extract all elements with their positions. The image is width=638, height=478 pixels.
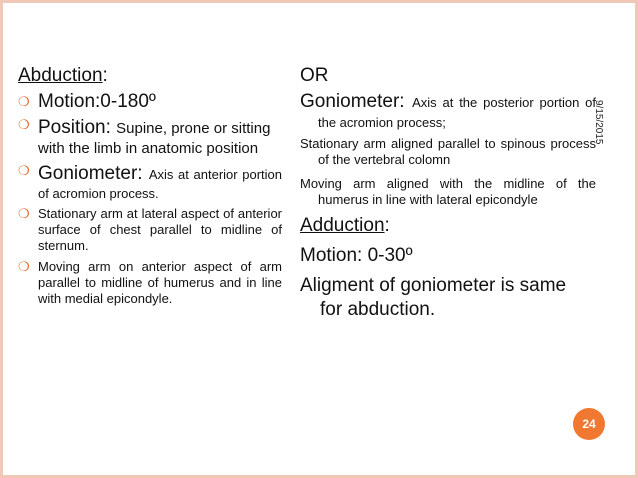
bullet-stationary-arm-text: Stationary arm at lateral aspect of anterior surface of chest parallel to midline of sternum. (38, 206, 282, 253)
right-moving-arm: Moving arm aligned with the midline of the humerus in line with lateral epicondyle (300, 176, 596, 207)
right-column (300, 64, 596, 324)
page-number-badge: 24 (573, 408, 605, 440)
abduction-title: Abduction (18, 65, 103, 86)
left-column (18, 64, 282, 307)
right-goniometer-lead: Goniometer: (300, 91, 413, 112)
bullet-icon: ❍ (18, 94, 30, 109)
right-goniometer (300, 90, 596, 132)
abduction-heading (18, 64, 282, 88)
bullet-motion-text: Motion:0-180º (38, 91, 156, 112)
bullet-goniometer-lead: Goniometer: (38, 163, 149, 184)
adduction-alignment: Aligment of goniometer is same for abduction. (300, 275, 567, 320)
bullet-position-text: Supine, prone or sitting with the limb in anatomic position (38, 120, 271, 157)
adduction-heading (300, 214, 596, 238)
bullet-icon: ❍ (18, 117, 30, 132)
adduction-title: Adduction (300, 215, 385, 236)
bullet-moving-arm-text: Moving arm on anterior aspect of arm parallel to midline of humerus and in line with medial epicondyle. (38, 259, 282, 306)
bullet-icon: ❍ (18, 259, 30, 274)
bullet-moving-arm (18, 259, 282, 307)
right-goniometer-text: Axis at the posterior portion of the acromion process; (318, 95, 597, 130)
bullet-position-lead: Position: (38, 117, 117, 138)
bullet-stationary-arm (18, 206, 282, 254)
bullet-icon: ❍ (18, 206, 30, 221)
bullet-goniometer-text: Axis at anterior portion of acromion process. (38, 167, 282, 201)
right-stationary-arm: Stationary arm aligned parallel to spinous process of the vertebral colomn (300, 136, 596, 167)
bullet-goniometer (18, 162, 282, 202)
bullet-icon: ❍ (18, 163, 30, 178)
adduction-colon: : (384, 215, 390, 236)
abduction-colon: : (102, 65, 108, 86)
bullet-motion (18, 90, 282, 113)
bullet-position (18, 116, 282, 158)
or-heading: OR (300, 65, 329, 86)
slide-date: 9/15/2015 (593, 100, 604, 145)
adduction-motion: Motion: 0-30º (300, 245, 413, 266)
